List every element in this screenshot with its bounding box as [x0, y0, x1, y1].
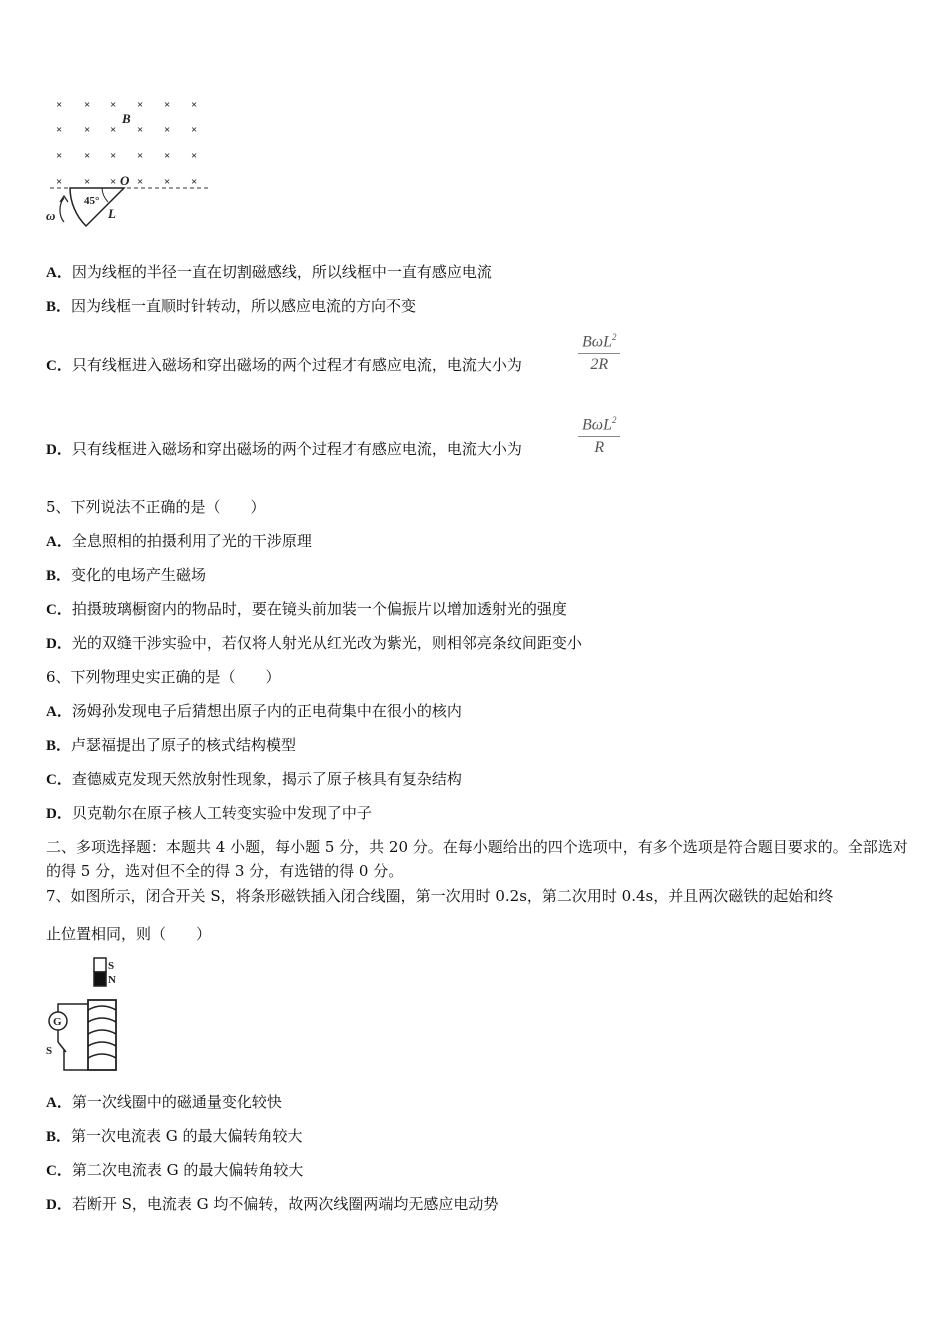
q5-option-a-letter: A． [46, 534, 72, 550]
q4-option-c-text: 只有线框进入磁场和穿出磁场的两个过程才有感应电流，电流大小为 [71, 356, 522, 374]
formula-c [578, 332, 620, 374]
q4-option-d-letter: D． [46, 442, 72, 458]
q7-option-a-text: 第一次线圈中的磁通量变化较快 [71, 1093, 282, 1111]
q7-option-c-letter: C． [46, 1163, 72, 1179]
q4-option-b [46, 296, 416, 317]
label-angle: 45° [84, 195, 100, 207]
svg-text:×: × [137, 176, 144, 188]
section2-header: 二、多项选择题：本题共 4 小题，每小题 5 分，共 20 分。在每小题给出的四个选项中，有多个选项是符合题目要求的。全部选对的得 5 分，选对但不全的得 3 分，有选错的得 0 分。 [46, 838, 908, 880]
q7-option-b-letter: B． [46, 1129, 72, 1145]
svg-text:×: × [84, 150, 91, 162]
q4-option-a-letter: A． [46, 265, 72, 281]
svg-text:×: × [110, 99, 117, 111]
angle-arc [102, 188, 108, 202]
q4-option-d [46, 439, 522, 460]
svg-text:×: × [164, 99, 171, 111]
formula-d-num: BωL [582, 416, 612, 434]
q6-option-b [46, 735, 296, 756]
formula-d-den: R [594, 439, 605, 457]
q5-option-a-text: 全息照相的拍摄利用了光的干涉原理 [71, 532, 312, 550]
q6-option-a-text: 汤姆孙发现电子后猜想出原子内的正电荷集中在很小的核内 [71, 702, 462, 720]
svg-text:×: × [110, 124, 117, 136]
svg-text:×: × [191, 124, 198, 136]
q5-option-d-letter: D． [46, 636, 72, 652]
q6-option-c [46, 769, 462, 790]
q7-option-a [46, 1092, 282, 1113]
q6-option-c-text: 查德威克发现天然放射性现象，揭示了原子核具有复杂结构 [71, 770, 462, 788]
q6-option-b-text: 卢瑟福提出了原子的核式结构模型 [71, 736, 297, 754]
q6-option-d-letter: D． [46, 806, 72, 822]
svg-text:×: × [56, 150, 63, 162]
q7-option-c-text: 第二次电流表 G 的最大偏转角较大 [71, 1161, 304, 1179]
q5-option-c-letter: C． [46, 602, 72, 618]
svg-text:×: × [56, 124, 63, 136]
coil-windings [88, 1006, 116, 1058]
svg-text:×: × [137, 99, 144, 111]
q5-option-c [46, 599, 567, 620]
svg-text:×: × [191, 150, 198, 162]
formula-c-num: BωL [582, 333, 612, 351]
svg-text:×: × [191, 99, 198, 111]
formula-d [578, 415, 620, 457]
svg-text:×: × [110, 150, 117, 162]
q5-option-d-text: 光的双缝干涉实验中，若仅将人射光从红光改为紫光，则相邻亮条纹间距变小 [71, 634, 582, 652]
svg-text:×: × [110, 176, 117, 188]
figure-coil-magnet [42, 954, 132, 1076]
q6-option-c-letter: C． [46, 772, 72, 788]
svg-text:×: × [84, 99, 91, 111]
bar-magnet [94, 958, 106, 986]
q7-option-a-letter: A． [46, 1095, 72, 1111]
label-G: G [53, 1016, 62, 1028]
q7-option-d [46, 1194, 498, 1215]
svg-text:×: × [137, 150, 144, 162]
formula-c-exp: 2 [611, 332, 617, 342]
q6-option-a-letter: A． [46, 704, 72, 720]
q7-stem-line1: 7、如图所示，闭合开关 S，将条形磁铁插入闭合线圈，第一次用时 0.2s，第二次用时 0.4s，并且两次磁铁的起始和终 [46, 887, 834, 905]
svg-text:×: × [137, 124, 144, 136]
q4-option-c [46, 355, 522, 376]
q5-option-b-text: 变化的电场产生磁场 [71, 566, 207, 584]
formula-c-den: 2R [590, 356, 609, 374]
coil-core [88, 1000, 116, 1070]
label-switch-S: S [46, 1045, 53, 1057]
label-O: O [120, 173, 130, 188]
label-L: L [108, 206, 116, 221]
svg-text:×: × [191, 176, 198, 188]
q7-stem-line2: 止位置相同，则（ ） [46, 925, 212, 943]
label-magnet-S: S [108, 960, 115, 972]
svg-text:×: × [84, 124, 91, 136]
label-magnet-N: N [108, 974, 116, 986]
q5-stem: 5、下列说法不正确的是（ ） [46, 498, 266, 516]
q4-option-c-letter: C． [46, 358, 72, 374]
q4-option-d-text: 只有线框进入磁场和穿出磁场的两个过程才有感应电流，电流大小为 [71, 440, 522, 458]
svg-text:×: × [164, 124, 171, 136]
svg-text:×: × [84, 176, 91, 188]
q5-option-b-letter: B． [46, 568, 72, 584]
label-omega: ω [46, 208, 56, 223]
q4-option-b-letter: B． [46, 299, 72, 315]
q7-option-d-text: 若断开 S，电流表 G 均不偏转，故两次线圈两端均无感应电动势 [71, 1195, 499, 1213]
q4-option-b-text: 因为线框一直顺时针转动，所以感应电流的方向不变 [71, 297, 417, 315]
q4-option-a-text: 因为线框的半径一直在切割磁感线，所以线框中一直有感应电流 [71, 263, 492, 281]
svg-text:×: × [164, 150, 171, 162]
q5-option-c-text: 拍摄玻璃橱窗内的物品时，要在镜头前加装一个偏振片以增加透射光的强度 [71, 600, 567, 618]
q5-option-b [46, 565, 206, 586]
q5-option-d [46, 633, 582, 654]
q6-option-a [46, 701, 462, 722]
switch-lever [58, 1042, 66, 1052]
q6-option-d [46, 803, 372, 824]
q6-option-b-letter: B． [46, 738, 72, 754]
q7-option-b-text: 第一次电流表 G 的最大偏转角较大 [71, 1127, 303, 1145]
q6-option-d-text: 贝克勒尔在原子核人工转变实验中发现了中子 [71, 804, 372, 822]
svg-text:×: × [56, 176, 63, 188]
figure-magnetic-field-sector [40, 92, 220, 232]
q5-option-a [46, 531, 312, 552]
q7-option-d-letter: D． [46, 1197, 72, 1213]
formula-d-exp: 2 [611, 415, 617, 425]
q6-stem: 6、下列物理史实正确的是（ ） [46, 668, 281, 686]
label-B: B [122, 111, 131, 126]
q7-option-b [46, 1126, 303, 1147]
q7-option-c [46, 1160, 303, 1181]
svg-text:×: × [164, 176, 171, 188]
q4-option-a [46, 262, 492, 283]
svg-text:×: × [56, 99, 63, 111]
